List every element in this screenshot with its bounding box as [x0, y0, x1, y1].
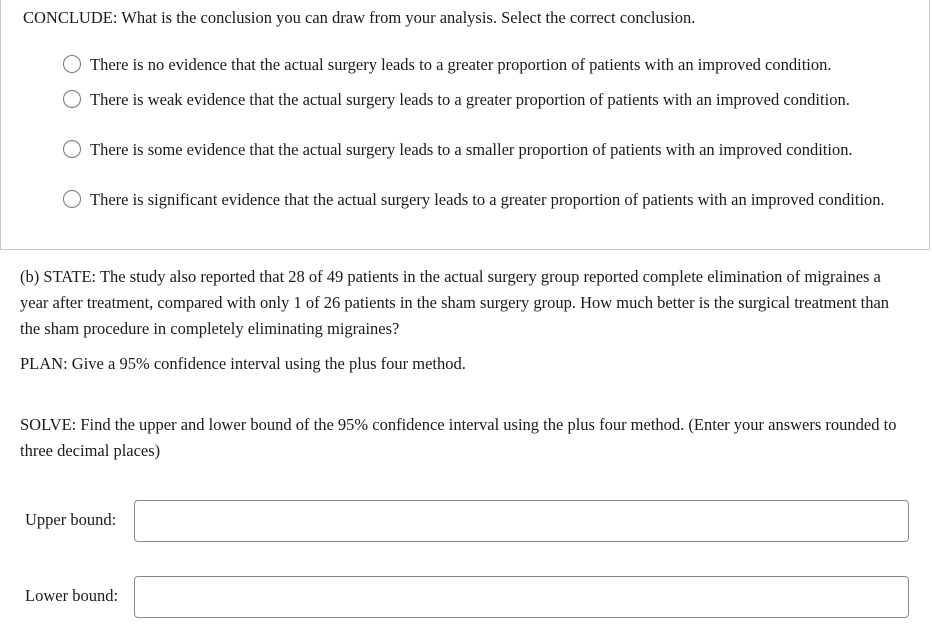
radio-button[interactable]: [63, 140, 81, 158]
upper-bound-input[interactable]: [134, 500, 909, 542]
solve-paragraph: SOLVE: Find the upper and lower bound of the 95% confidence interval using the plus four method. (Enter your answers rounded to three decimal places): [20, 415, 897, 460]
lower-bound-input[interactable]: [134, 576, 909, 618]
radio-button[interactable]: [63, 90, 81, 108]
option-label: There is weak evidence that the actual surgery leads to a greater proportion of patients with an improved condition.: [90, 90, 850, 109]
plan-paragraph: PLAN: Give a 95% confidence interval using the plus four method.: [20, 354, 466, 373]
option-label: There is some evidence that the actual surgery leads to a smaller proportion of patients with an improved condition.: [90, 140, 853, 159]
lower-bound-label: Lower bound:: [25, 586, 119, 605]
option-label: There is no evidence that the actual surgery leads to a greater proportion of patients with an improved condition.: [90, 55, 832, 74]
conclude-question: CONCLUDE: What is the conclusion you can draw from your analysis. Select the correct conclusion.: [23, 8, 696, 27]
upper-bound-label: Upper bound:: [25, 510, 117, 529]
radio-button[interactable]: [63, 190, 81, 208]
option-label: There is significant evidence that the actual surgery leads to a greater proportion of patients with an improved condition.: [90, 190, 885, 209]
conclude-section: [0, 0, 930, 250]
radio-button[interactable]: [63, 55, 81, 73]
state-paragraph: (b) STATE: The study also reported that 28 of 49 patients in the actual surgery group reported complete elimination of migraines a year after treatment, compared with only 1 of 26 patients in the sham surgery group. How much better is the surgical treatment than the sham procedure in completely eliminating migraines?: [20, 267, 890, 338]
